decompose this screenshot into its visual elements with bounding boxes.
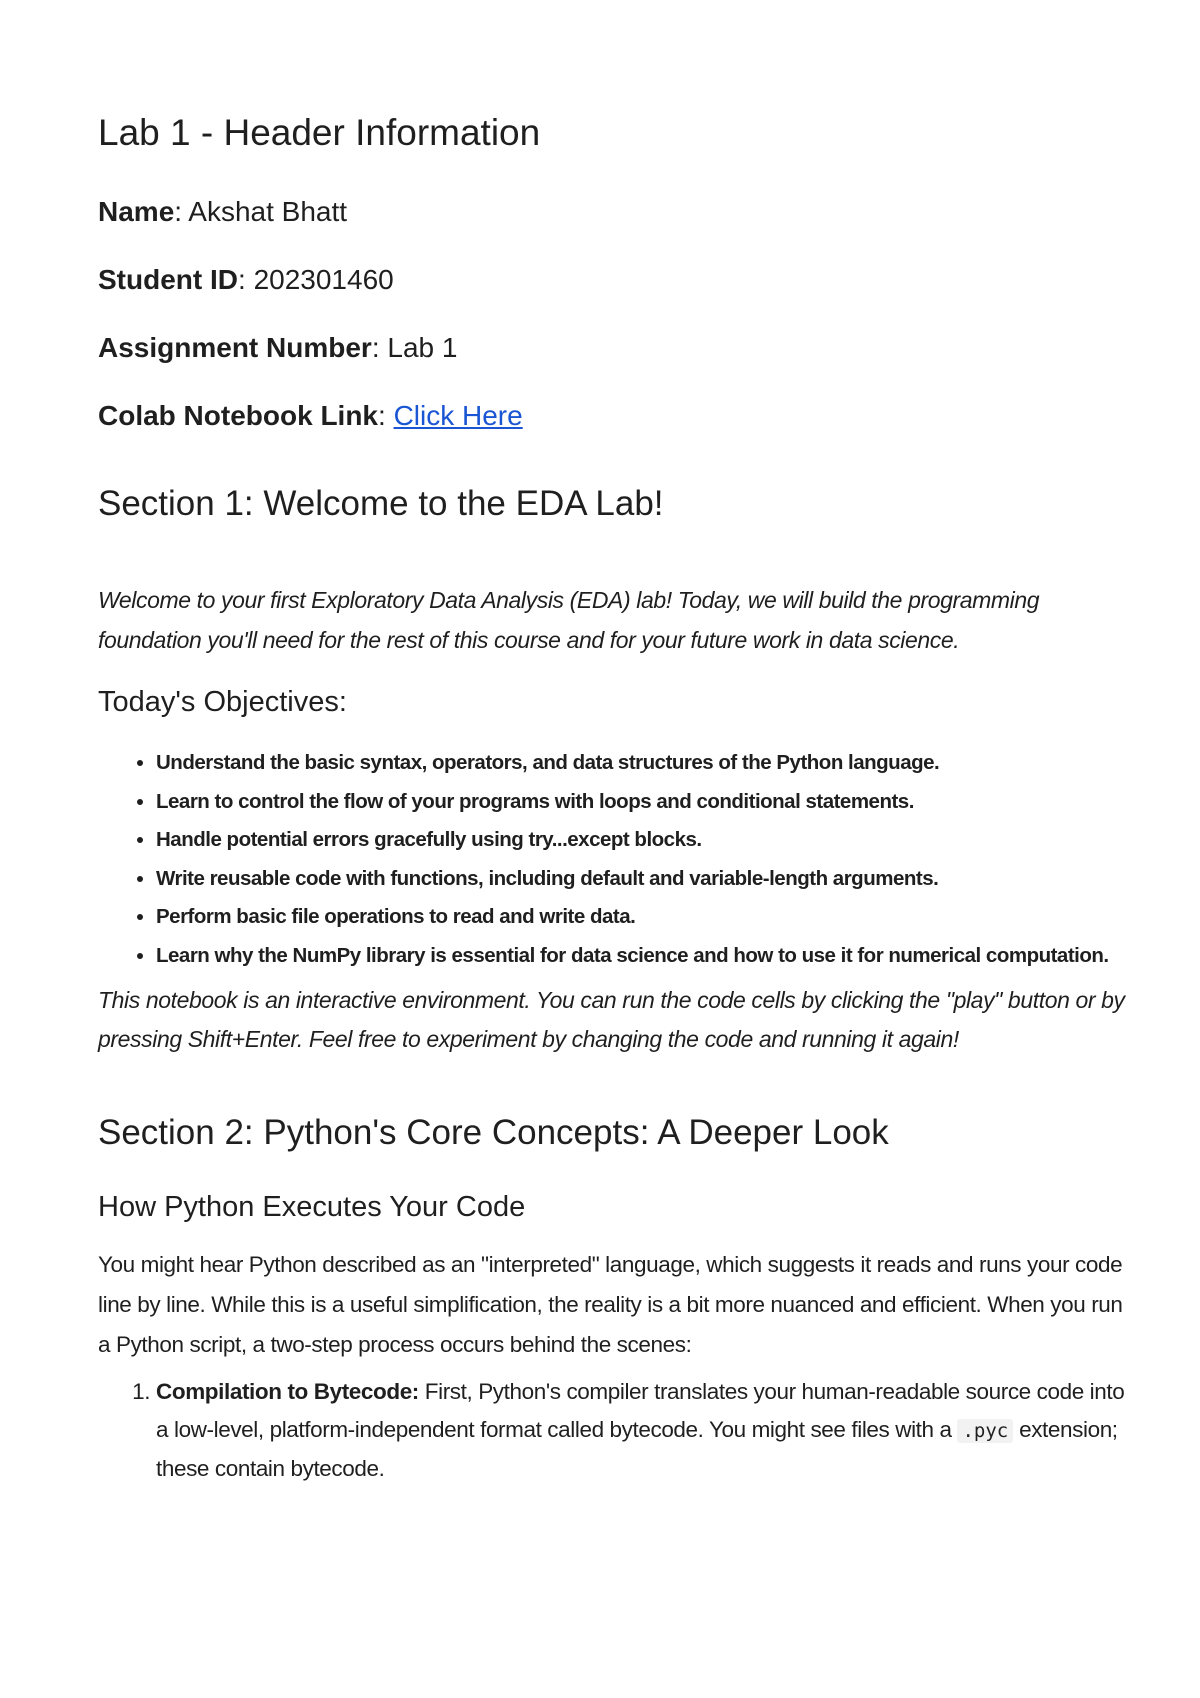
step-text: First, Python's compiler translates your human-readable source code into a low-level, platform-independent format called bytecode. You might see files with a — [156, 1379, 1125, 1442]
student-id-label: Student ID — [98, 264, 238, 295]
assignment-field — [98, 328, 1130, 368]
execution-steps-list — [98, 1373, 1130, 1488]
assignment-separator: : — [371, 332, 388, 363]
section-1-intro: Welcome to your first Exploratory Data Analysis (EDA) lab! Today, we will build the programming foundation you'll need for the rest of this course and for your future work in data science. — [98, 587, 1040, 653]
student-id-separator: : — [238, 264, 254, 295]
objective-item: • Handle potential errors gracefully using try...except blocks. — [156, 821, 1130, 860]
name-label: Name — [98, 196, 175, 227]
inline-code: .pyc — [957, 1419, 1013, 1443]
assignment-value: Lab 1 — [387, 332, 458, 363]
page-title: Lab 1 - Header Information — [98, 112, 541, 153]
objective-item: • Learn to control the flow of your programs with loops and conditional statements. — [156, 783, 1130, 822]
objective-item: • Understand the basic syntax, operators, and data structures of the Python language. — [156, 744, 1130, 783]
step-title: Compilation to Bytecode: — [156, 1379, 419, 1404]
colab-label: Colab Notebook Link — [98, 400, 378, 431]
objectives-title: Today's Objectives: — [98, 686, 347, 718]
execution-step — [156, 1373, 1130, 1488]
assignment-label: Assignment Number — [98, 332, 372, 363]
objective-item: • Write reusable code with functions, including default and variable-length arguments. — [156, 860, 1130, 899]
objectives-list — [98, 744, 1130, 975]
objective-item: • Learn why the NumPy library is essential for data science and how to use it for numerical computation. — [156, 937, 1130, 976]
colab-field — [98, 396, 1130, 436]
name-separator: : — [174, 196, 189, 227]
section-1-title: Section 1: Welcome to the EDA Lab! — [98, 484, 664, 523]
step-text-end: extension; these contain bytecode. — [156, 1417, 1118, 1481]
section-2-paragraph: You might hear Python described as an "interpreted" language, which suggests it reads and runs your code line by line. While this is a useful simplification, the reality is a bit more nuanced and efficient. When you run a Python script, a two-step process occurs behind the scenes: — [98, 1252, 1123, 1357]
how-python-executes-title: How Python Executes Your Code — [98, 1191, 526, 1223]
notebook-note: This notebook is an interactive environment. You can run the code cells by clicking the "play" button or by pressing Shift+Enter. Feel free to experiment by changing the code and running it again! — [98, 987, 1125, 1052]
name-field — [98, 192, 1130, 232]
colab-notebook-link[interactable]: Click Here — [393, 400, 523, 431]
objective-item: • Perform basic file operations to read and write data. — [156, 898, 1130, 937]
name-value: Akshat Bhatt — [188, 196, 348, 227]
colab-separator: : — [378, 400, 394, 431]
student-id-value: 202301460 — [253, 264, 394, 295]
section-2-title: Section 2: Python's Core Concepts: A Deeper Look — [98, 1113, 889, 1152]
student-id-field — [98, 260, 1130, 300]
